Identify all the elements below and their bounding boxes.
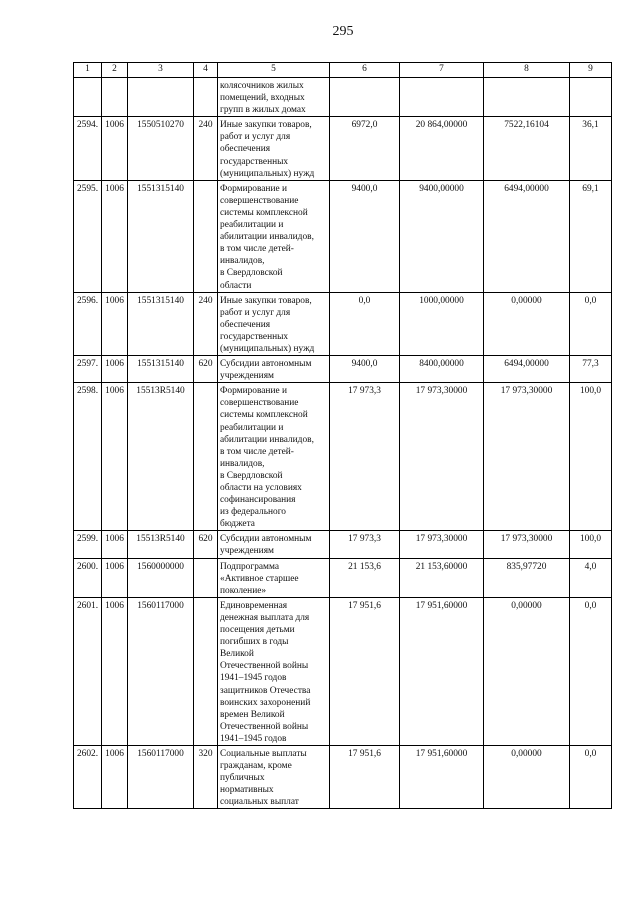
budget-amount-cell: 17 973,30000 (400, 383, 484, 531)
item-name-cell: Субсидии автономным учреждениям (218, 356, 330, 383)
row-number-cell (74, 78, 102, 117)
target-article-cell: 1560117000 (128, 597, 194, 745)
approved-amount-cell: 17 951,6 (330, 597, 400, 745)
expense-type-cell (194, 597, 218, 745)
header-cell: 7 (400, 63, 484, 78)
table-row (74, 383, 612, 531)
header-row (74, 63, 612, 78)
executed-amount-cell: 0,00000 (484, 292, 570, 355)
section-code-cell: 1006 (102, 597, 128, 745)
item-name-cell: Формирование и совершенствование системы комплексной реабилитации и абилитации инвалидов, в том числе детей- инвалидов, в Свердловской области на условиях софинансирования из федерального бюджета (218, 383, 330, 531)
header-cell: 2 (102, 63, 128, 78)
target-article-cell: 15513R5140 (128, 531, 194, 558)
table-row (74, 292, 612, 355)
section-code-cell (102, 78, 128, 117)
target-article-cell: 1551315140 (128, 356, 194, 383)
approved-amount-cell: 21 153,6 (330, 558, 400, 597)
target-article-cell: 1560117000 (128, 745, 194, 808)
table-body (74, 78, 612, 809)
table-row (74, 180, 612, 292)
row-number-cell: 2601. (74, 597, 102, 745)
approved-amount-cell: 17 951,6 (330, 745, 400, 808)
approved-amount-cell: 17 973,3 (330, 383, 400, 531)
table-row (74, 356, 612, 383)
executed-amount-cell: 835,97720 (484, 558, 570, 597)
approved-amount-cell: 0,0 (330, 292, 400, 355)
section-code-cell: 1006 (102, 383, 128, 531)
item-name-cell: Субсидии автономным учреждениям (218, 531, 330, 558)
execution-percent-cell: 0,0 (570, 745, 612, 808)
approved-amount-cell: 6972,0 (330, 117, 400, 180)
approved-amount-cell: 9400,0 (330, 356, 400, 383)
table-row (74, 597, 612, 745)
item-name-cell: Формирование и совершенствование системы комплексной реабилитации и абилитации инвалидов, в том числе детей- инвалидов, в Свердловской области (218, 180, 330, 292)
executed-amount-cell: 7522,16104 (484, 117, 570, 180)
section-code-cell: 1006 (102, 531, 128, 558)
header-cell: 5 (218, 63, 330, 78)
executed-amount-cell: 0,00000 (484, 597, 570, 745)
header-cell: 1 (74, 63, 102, 78)
budget-amount-cell: 1000,00000 (400, 292, 484, 355)
row-number-cell: 2596. (74, 292, 102, 355)
budget-amount-cell: 17 973,30000 (400, 531, 484, 558)
item-name-cell: Единовременная денежная выплата для посещения детьми погибших в годы Великой Отечественной войны 1941–1945 годов защитников Отечества воинских захоронений времен Великой Отечественной войны 1941–1945 годов (218, 597, 330, 745)
table-row (74, 558, 612, 597)
expense-type-cell: 620 (194, 356, 218, 383)
expense-type-cell (194, 78, 218, 117)
row-number-cell: 2595. (74, 180, 102, 292)
target-article-cell: 1550510270 (128, 117, 194, 180)
execution-percent-cell: 0,0 (570, 597, 612, 745)
table-row (74, 117, 612, 180)
expense-type-cell (194, 383, 218, 531)
budget-amount-cell: 21 153,60000 (400, 558, 484, 597)
header-cell: 6 (330, 63, 400, 78)
header-cell: 4 (194, 63, 218, 78)
item-name-cell: Подпрограмма «Активное старшее поколение» (218, 558, 330, 597)
expense-type-cell (194, 180, 218, 292)
item-name-cell: Иные закупки товаров, работ и услуг для обеспечения государственных (муниципальных) нужд (218, 292, 330, 355)
budget-amount-cell: 17 951,60000 (400, 745, 484, 808)
execution-percent-cell: 4,0 (570, 558, 612, 597)
target-article-cell: 1551315140 (128, 292, 194, 355)
row-number-cell: 2597. (74, 356, 102, 383)
target-article-cell: 1551315140 (128, 180, 194, 292)
expense-type-cell: 240 (194, 117, 218, 180)
executed-amount-cell: 6494,00000 (484, 356, 570, 383)
section-code-cell: 1006 (102, 180, 128, 292)
expense-type-cell: 620 (194, 531, 218, 558)
table-row (74, 78, 612, 117)
executed-amount-cell: 6494,00000 (484, 180, 570, 292)
budget-amount-cell: 17 951,60000 (400, 597, 484, 745)
approved-amount-cell: 17 973,3 (330, 531, 400, 558)
section-code-cell: 1006 (102, 292, 128, 355)
executed-amount-cell: 17 973,30000 (484, 531, 570, 558)
target-article-cell: 1560000000 (128, 558, 194, 597)
execution-percent-cell (570, 78, 612, 117)
table-row (74, 745, 612, 808)
execution-percent-cell: 100,0 (570, 531, 612, 558)
executed-amount-cell (484, 78, 570, 117)
header-cell: 8 (484, 63, 570, 78)
executed-amount-cell: 17 973,30000 (484, 383, 570, 531)
expense-type-cell: 240 (194, 292, 218, 355)
budget-table (73, 62, 612, 809)
budget-amount-cell (400, 78, 484, 117)
item-name-cell: колясочников жилых помещений, входных групп в жилых домах (218, 78, 330, 117)
approved-amount-cell: 9400,0 (330, 180, 400, 292)
budget-amount-cell: 20 864,00000 (400, 117, 484, 180)
budget-amount-cell: 9400,00000 (400, 180, 484, 292)
execution-percent-cell: 69,1 (570, 180, 612, 292)
row-number-cell: 2594. (74, 117, 102, 180)
header-cell: 9 (570, 63, 612, 78)
row-number-cell: 2599. (74, 531, 102, 558)
item-name-cell: Социальные выплаты гражданам, кроме публичных нормативных социальных выплат (218, 745, 330, 808)
section-code-cell: 1006 (102, 356, 128, 383)
expense-type-cell: 320 (194, 745, 218, 808)
header-cell: 3 (128, 63, 194, 78)
approved-amount-cell (330, 78, 400, 117)
execution-percent-cell: 100,0 (570, 383, 612, 531)
row-number-cell: 2602. (74, 745, 102, 808)
row-number-cell: 2598. (74, 383, 102, 531)
target-article-cell (128, 78, 194, 117)
row-number-cell: 2600. (74, 558, 102, 597)
expense-type-cell (194, 558, 218, 597)
table-row (74, 531, 612, 558)
execution-percent-cell: 77,3 (570, 356, 612, 383)
section-code-cell: 1006 (102, 558, 128, 597)
page-number: 295 (332, 24, 354, 39)
execution-percent-cell: 0,0 (570, 292, 612, 355)
section-code-cell: 1006 (102, 117, 128, 180)
execution-percent-cell: 36,1 (570, 117, 612, 180)
budget-amount-cell: 8400,00000 (400, 356, 484, 383)
executed-amount-cell: 0,00000 (484, 745, 570, 808)
section-code-cell: 1006 (102, 745, 128, 808)
item-name-cell: Иные закупки товаров, работ и услуг для обеспечения государственных (муниципальных) нужд (218, 117, 330, 180)
target-article-cell: 15513R5140 (128, 383, 194, 531)
